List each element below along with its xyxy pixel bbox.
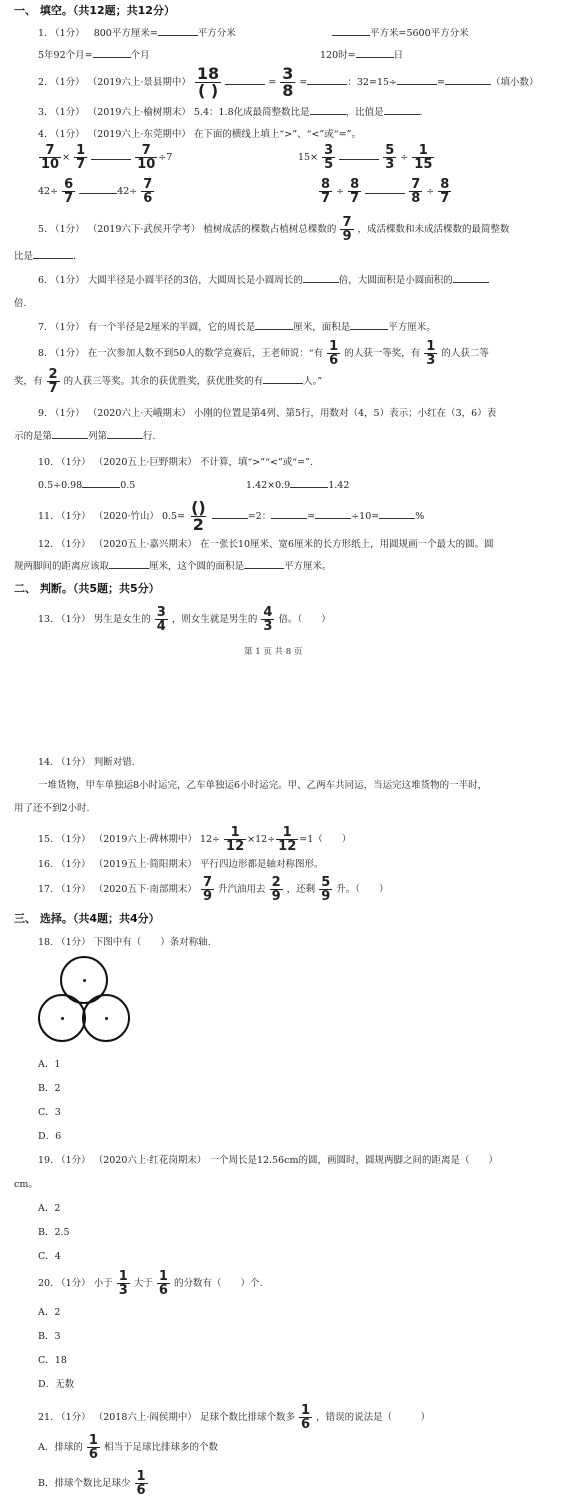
option-a[interactable] (38, 1434, 218, 1461)
option-b[interactable]: B．3 (38, 1331, 61, 1342)
question-score: （1分） (50, 28, 85, 39)
q15-text: ×12÷ (247, 834, 276, 845)
question-score: （1分） (56, 1278, 91, 1289)
q8-text: 人。” (303, 376, 323, 387)
fraction: $\frac{8}{7}$ (350, 177, 360, 206)
question-18 (38, 934, 211, 948)
question-source: （2020·竹山） (93, 511, 159, 522)
q7-text: 有一个半径是2厘米的半圆，它的周长是 (87, 322, 256, 333)
q1-text-b2: 平方米=5600平方分米 (370, 28, 469, 39)
question-8-line-2 (14, 368, 322, 395)
prefix-text: 42÷ (38, 186, 59, 197)
question-source: （2019五上·简阳期末） (93, 859, 197, 870)
answer-blank[interactable] (263, 374, 303, 384)
answer-blank[interactable] (82, 478, 120, 488)
option-c[interactable]: C．18 (38, 1355, 67, 1366)
answer-blank[interactable] (365, 184, 405, 194)
fraction: $\frac{7}{9}$ (202, 875, 212, 904)
answer-blank[interactable] (255, 320, 293, 330)
question-source: （2019六上·景县期中） (87, 77, 191, 88)
fraction: $\frac{1}{15}$ (414, 143, 433, 172)
answer-blank[interactable] (93, 48, 131, 58)
q21-text: ，错误的说法是（ ） (316, 1412, 431, 1423)
answer-blank[interactable] (158, 26, 198, 36)
question-number: 9. (38, 408, 48, 419)
question-14-line-2 (38, 777, 487, 791)
fraction: $\frac{2}{7}$ (48, 367, 58, 396)
answer-blank[interactable] (379, 509, 415, 519)
question-source: （2020五下·南部期末） (93, 884, 197, 895)
answer-blank[interactable] (225, 75, 265, 85)
question-19 (38, 1152, 498, 1166)
answer-blank[interactable] (307, 75, 347, 85)
question-source: （2019六上·碑林期中） (93, 834, 197, 845)
question-number: 20. (38, 1278, 54, 1289)
question-number: 21. (38, 1412, 54, 1423)
divide-sign: ÷ (400, 152, 409, 163)
q8-text: 奖，有 (14, 376, 43, 387)
fraction: $\frac{3}{5}$ (324, 143, 334, 172)
question-5-line-2 (14, 248, 76, 262)
q10-text: 0.5÷0.98 (38, 480, 83, 491)
option-a[interactable]: A．1 (38, 1059, 61, 1070)
question-16 (38, 856, 323, 870)
question-score: （1分） (50, 129, 85, 140)
q1-text-d2: 日 (393, 50, 404, 61)
fraction: $\frac{3}{4}$ (156, 605, 166, 634)
question-number: 6. (38, 275, 48, 286)
q8-text: 的人获一等奖，有 (344, 348, 421, 359)
q5-text: . (73, 251, 77, 262)
q2-text: ：32=15÷ (347, 77, 397, 88)
equals-sign: = (437, 77, 445, 88)
answer-blank[interactable] (350, 320, 388, 330)
fraction: $\frac{1}{6}$ (88, 1433, 98, 1462)
fraction: $\frac{5}{9}$ (321, 875, 331, 904)
answer-blank[interactable] (332, 26, 370, 36)
q1-text-a: 800平方厘米= (93, 28, 158, 39)
question-number: 14. (38, 757, 54, 768)
fraction: $\frac{6}{7}$ (64, 177, 74, 206)
q13-text: ，则女生就是男生的 (171, 614, 258, 625)
question-number: 18. (38, 937, 54, 948)
question-13 (38, 606, 331, 633)
question-8 (38, 340, 489, 367)
answer-blank[interactable] (303, 273, 339, 283)
fraction: $\frac{3}{8}$ (282, 64, 294, 100)
question-number: 11. (38, 511, 54, 522)
q3-text: ，比值是 (345, 107, 384, 118)
fraction: $\frac{4}{3}$ (263, 605, 273, 634)
question-source: （2019六上·东莞期中） (87, 129, 191, 140)
times-sign: × (62, 152, 71, 163)
fraction: $\frac{1}{6}$ (158, 1269, 168, 1298)
question-score: （1分） (50, 408, 85, 419)
q4-row-3 (38, 178, 155, 205)
q4-text: 在下面的横线上填上“>”、“<”或“=”。 (193, 129, 361, 140)
q3-text: . (419, 107, 423, 118)
center-dot (61, 1017, 64, 1020)
answer-blank[interactable] (212, 509, 248, 519)
q9-text: 示的是第 (14, 431, 53, 442)
question-20 (38, 1270, 263, 1297)
q8-text: 的人获二等 (441, 348, 489, 359)
q11-text: ÷10= (351, 511, 380, 522)
fraction: $\frac{7}{10}$ (137, 143, 156, 172)
q13-text: 男生是女生的 (93, 614, 151, 625)
question-number: 1. (38, 28, 48, 39)
question-score: （1分） (56, 834, 91, 845)
question-score: （1分） (56, 859, 91, 870)
question-14 (38, 754, 135, 768)
question-6 (38, 272, 489, 286)
equals-sign: = (299, 77, 308, 88)
fraction: $\frac{()}{2}$ (191, 498, 206, 534)
question-1-line-2 (38, 47, 150, 61)
fraction: $\frac{1}{3}$ (118, 1269, 128, 1298)
q20-text: 的分数有（ ）个. (173, 1278, 263, 1289)
question-10 (38, 454, 313, 468)
question-number: 15. (38, 834, 54, 845)
equals-sign: = (268, 77, 277, 88)
q4-row-4 (318, 178, 452, 205)
fraction: $\frac{7}{8}$ (411, 177, 421, 206)
answer-blank[interactable] (397, 75, 437, 85)
q1-text-a2: 平方分米 (197, 28, 236, 39)
q7-text: 厘米，面积是 (293, 322, 351, 333)
answer-blank[interactable] (244, 559, 284, 569)
question-number: 10. (38, 457, 54, 468)
fraction: $\frac{7}{10}$ (41, 143, 60, 172)
divide-text: ÷7 (158, 152, 173, 163)
option-a[interactable]: A．2 (38, 1307, 61, 1318)
question-source: （2020六上·红花岗期末） (93, 1155, 207, 1166)
q5-text: 比是 (14, 251, 34, 262)
q12-text: 平方厘米。 (284, 561, 332, 572)
question-5 (38, 216, 510, 243)
divide-sign: ÷ (426, 186, 435, 197)
page-footer: 第 1 页 共 8 页 (244, 647, 303, 657)
question-15 (38, 826, 351, 853)
q18-text: 下图中有（ ）条对称轴. (93, 937, 211, 948)
q16-text: 平行四边形都是轴对称图形。 (199, 859, 324, 870)
q8-text: 的人获三等奖。其余的获优胜奖，获优胜奖的有 (63, 376, 264, 387)
center-dot (83, 979, 86, 982)
option-d[interactable]: D．无数 (38, 1379, 75, 1390)
option-c[interactable]: C．3 (38, 1107, 61, 1118)
q3-text: 5.4：1.8化成最简整数比是 (193, 107, 310, 118)
fraction: $\frac{2}{9}$ (271, 875, 281, 904)
question-number: 8. (38, 348, 48, 359)
option-text: A．排球的 (38, 1442, 83, 1453)
question-score: （1分） (50, 107, 85, 118)
answer-blank[interactable] (339, 150, 379, 160)
question-score: （1分） (56, 884, 91, 895)
fraction: $\frac{1}{6}$ (301, 1403, 311, 1432)
option-d[interactable]: D．6 (38, 1131, 62, 1142)
question-1-line-1-right (332, 25, 469, 39)
q5-text: 植树成活的棵数占植树总棵数的 (203, 224, 337, 235)
question-21 (38, 1404, 430, 1431)
q11-text: = (307, 511, 316, 522)
question-score: （1分） (50, 224, 85, 235)
question-17 (38, 876, 389, 903)
answer-blank[interactable] (109, 559, 149, 569)
question-source: （2018六上·阎侯期中） (93, 1412, 197, 1423)
question-score: （1分） (56, 937, 91, 948)
option-b[interactable]: B．2 (38, 1083, 61, 1094)
q10-text: 0.5 (120, 480, 136, 491)
q19-text: 一个周长是12.56cm的圆，画圆时，圆规两脚之间的距离是（ ） (209, 1155, 498, 1166)
question-score: （1分） (56, 457, 91, 468)
center-dot (105, 1017, 108, 1020)
q1-text-d: 120时= (320, 50, 356, 61)
question-number: 7. (38, 322, 48, 333)
question-4 (38, 126, 361, 140)
q10-item-a (38, 478, 135, 491)
answer-blank[interactable] (310, 105, 346, 115)
question-number: 4. (38, 129, 48, 140)
question-score: （1分） (56, 539, 91, 550)
question-score: （1分） (56, 1155, 91, 1166)
q6-text: 倍，大圆面积是小圆面积的 (338, 275, 453, 286)
q15-text: =1（ ） (299, 834, 352, 845)
section-heading-choice: 三、 选择。（共4题；共4分） (14, 912, 160, 925)
fraction: $\frac{1}{12}$ (226, 825, 245, 854)
q2-hint: （填小数） (490, 77, 539, 88)
question-score: （1分） (56, 614, 91, 625)
question-source: （2019六下·武侯开学考） (87, 224, 201, 235)
answer-blank[interactable] (107, 429, 143, 439)
fraction: $\frac{7}{6}$ (143, 177, 153, 206)
option-a[interactable]: A．2 (38, 1203, 61, 1214)
q20-text: 小于 (93, 1278, 113, 1289)
question-score: （1分） (56, 1412, 91, 1423)
q14-text: 用了还不到2小时. (14, 803, 90, 814)
fraction: $\frac{1}{3}$ (426, 339, 436, 368)
answer-blank[interactable] (79, 184, 117, 194)
q10-item-b (246, 478, 349, 491)
q17-text: 升汽油用去 (218, 884, 266, 895)
question-12-line-2 (14, 558, 332, 572)
fraction: $\frac{5}{3}$ (385, 143, 395, 172)
question-number: 5. (38, 224, 48, 235)
q13-text: 倍。（ ） (278, 614, 331, 625)
question-score: （1分） (50, 348, 85, 359)
q19-text: cm。 (14, 1179, 38, 1190)
question-source: （2020六上·天峨期末） (87, 408, 191, 419)
q17-text: ，还剩 (286, 884, 316, 895)
fraction: $\frac{8}{7}$ (321, 177, 331, 206)
question-score: （1分） (50, 322, 85, 333)
q15-text: 12÷ (199, 834, 221, 845)
question-number: 13. (38, 614, 54, 625)
question-19-line-2 (14, 1176, 38, 1190)
q14-text: 判断对错. (93, 757, 135, 768)
question-number: 3. (38, 107, 48, 118)
option-text: 相当于足球比排球多的个数 (103, 1442, 218, 1453)
question-11 (38, 500, 424, 533)
answer-blank[interactable] (33, 249, 73, 259)
answer-blank[interactable] (52, 429, 88, 439)
question-2 (38, 66, 538, 99)
fraction: $\frac{1}{7}$ (76, 143, 86, 172)
question-score: （1分） (50, 275, 85, 286)
question-7 (38, 319, 436, 333)
option-c[interactable]: C．4 (38, 1251, 61, 1262)
q12-text: 在一张长10厘米、宽6厘米的长方形纸上，用圆规画一个最大的圆。圆 (199, 539, 494, 550)
q12-text: 厘米，这个圆的面积是 (149, 561, 245, 572)
q6-text: 倍. (14, 298, 27, 309)
q1-text-c2: 个月 (130, 50, 150, 61)
q9-text: 小刚的位置是第4列、第5行，用数对（4，5）表示；小红在（3，6）表 (193, 408, 497, 419)
fraction: $\frac{1}{12}$ (278, 825, 297, 854)
q10-text: 不计算，填“>”“<”或“=”. (199, 457, 313, 468)
question-number: 12. (38, 539, 54, 550)
option-b[interactable] (38, 1470, 149, 1497)
q6-text: 大圆半径是小圆半径的3倍，大圆周长是小圆周长的 (87, 275, 303, 286)
question-score: （1分） (50, 77, 85, 88)
q5-text: ，成活棵数和未成活棵数的最简整数 (357, 224, 510, 235)
answer-blank[interactable] (91, 150, 131, 160)
option-b[interactable]: B．2.5 (38, 1227, 70, 1238)
prefix-text: 15× (298, 152, 319, 163)
q20-text: 大于 (133, 1278, 153, 1289)
q9-text: 列第 (88, 431, 108, 442)
q11-text: % (415, 511, 425, 522)
answer-blank[interactable] (290, 478, 328, 488)
question-number: 16. (38, 859, 54, 870)
q11-text: =2： (247, 511, 272, 522)
question-number: 17. (38, 884, 54, 895)
q14-text: 一堆货物，甲车单独运8小时运完，乙车单独运6小时运完。甲、乙两车共同运，当运完这堆货物的一半时， (38, 780, 488, 791)
question-source: （2019六上·榆树期末） (87, 107, 191, 118)
question-1-line-1 (38, 25, 236, 39)
divide-sign: ÷ (336, 186, 345, 197)
q4-row-1 (38, 144, 172, 171)
answer-blank[interactable] (356, 48, 394, 58)
fraction: $\frac{18}{( )}$ (196, 64, 220, 100)
answer-blank[interactable] (271, 509, 307, 519)
q21-text: 足球个数比排球个数多 (199, 1412, 295, 1423)
question-14-line-3 (14, 800, 90, 814)
q8-text: 在一次参加人数不到50人的数学竞赛后，王老师说：“有 (87, 348, 324, 359)
question-source: （2020五上·巨野期末） (93, 457, 197, 468)
q17-text: 升。（ ） (336, 884, 389, 895)
q7-text: 平方厘米。 (388, 322, 436, 333)
option-text: B．排球个数比足球少 (38, 1478, 131, 1489)
q9-text: 行. (143, 431, 156, 442)
three-circles-figure (36, 956, 136, 1046)
question-1-line-2-right (320, 47, 403, 61)
prefix-text: 42÷ (117, 186, 138, 197)
question-12 (38, 536, 494, 550)
q10-text: 1.42×0.9 (246, 480, 291, 491)
question-score: （1分） (56, 757, 91, 768)
q10-text: 1.42 (328, 480, 350, 491)
q4-row-2 (298, 144, 435, 171)
question-number: 2. (38, 77, 48, 88)
answer-blank[interactable] (384, 105, 420, 115)
question-6-line-2 (14, 295, 27, 309)
fraction: $\frac{1}{6}$ (136, 1469, 146, 1498)
question-number: 19. (38, 1155, 54, 1166)
fraction: $\frac{7}{9}$ (342, 215, 352, 244)
q12-text: 规两脚间的距离应该取 (14, 561, 110, 572)
fraction: $\frac{8}{7}$ (440, 177, 450, 206)
section-heading-judge: 二、 判断。（共5题；共5分） (14, 582, 160, 595)
fraction: $\frac{1}{6}$ (329, 339, 339, 368)
answer-blank[interactable] (315, 509, 351, 519)
answer-blank[interactable] (453, 273, 489, 283)
question-score: （1分） (56, 511, 91, 522)
question-9-line-2 (14, 428, 156, 442)
answer-blank[interactable] (445, 75, 491, 85)
q1-text-c: 5年92个月= (38, 50, 93, 61)
q11-text: 0.5= (161, 511, 186, 522)
section-heading-fill: 一、 填空。（共12题；共12分） (14, 4, 175, 17)
question-3 (38, 104, 423, 118)
question-9 (38, 405, 496, 419)
question-source: （2020五上·嘉兴期末） (93, 539, 197, 550)
